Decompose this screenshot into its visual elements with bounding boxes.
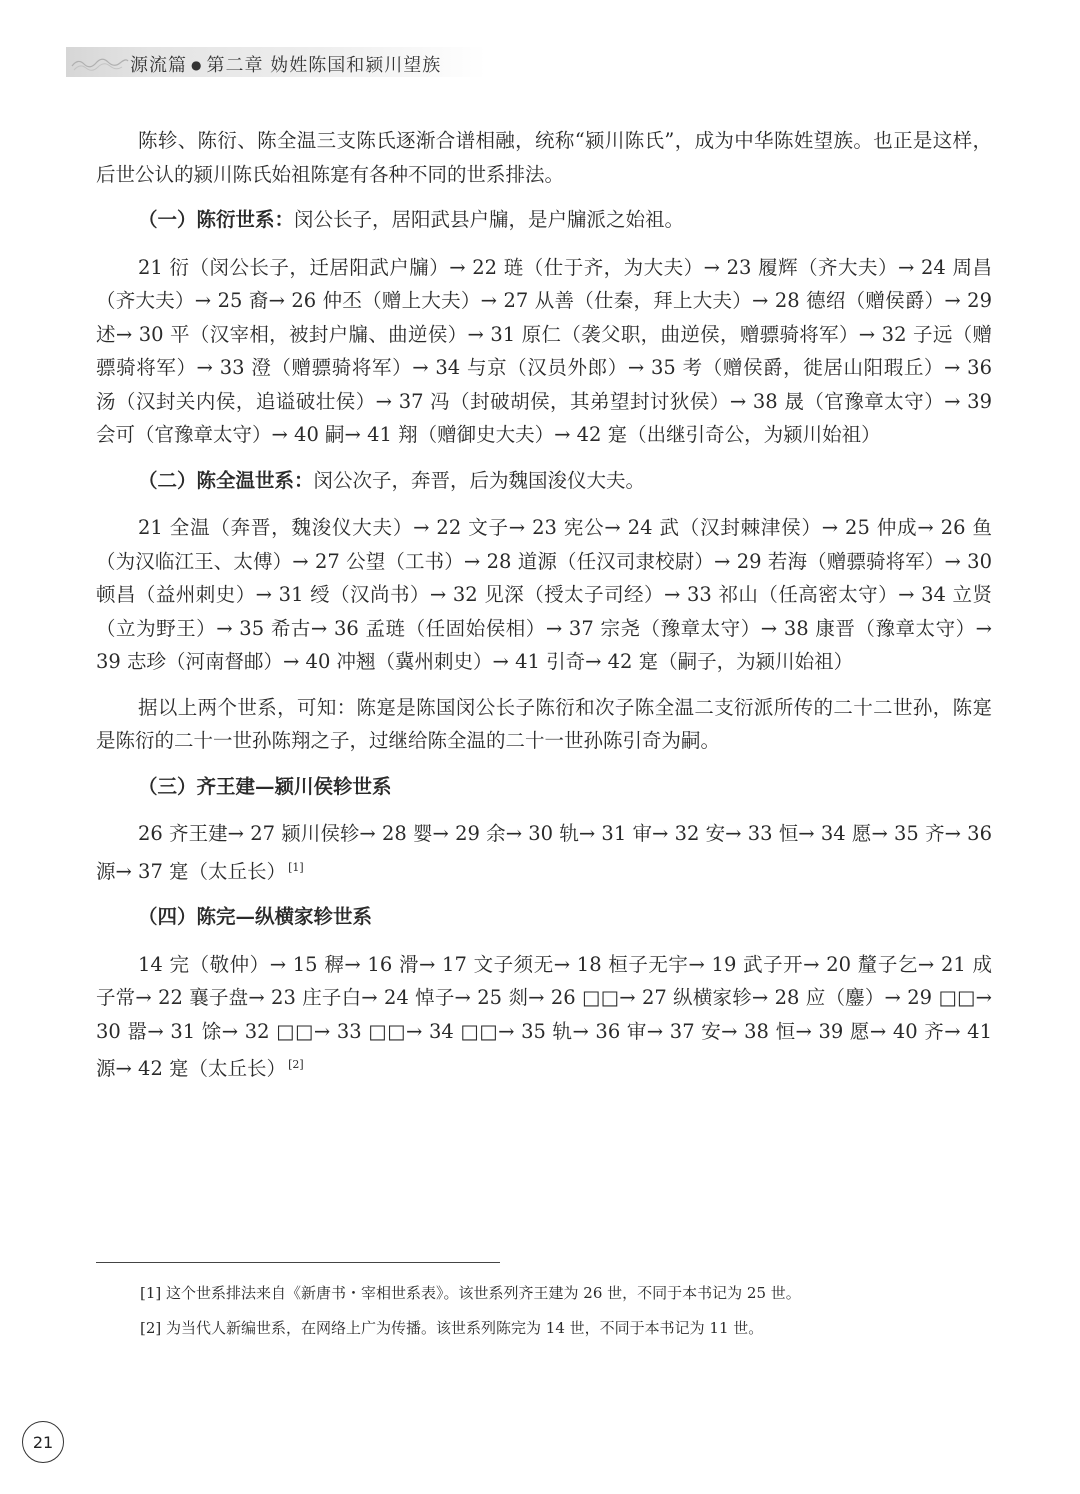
running-head-separator: ●	[191, 58, 203, 72]
footnote-marker-2[interactable]: [2]	[288, 1058, 304, 1071]
section-desc-2: 闵公次子，奔晋，后为魏国浚仪大夫。	[313, 468, 646, 492]
lineage-text-3: 26 齐王建→ 27 颍川侯轸→ 28 婴→ 29 余→ 30 轨→ 31 审→ 32 安→ 33 恒→ 34 愿→ 35 齐→ 36 源→ 37 寔（太丘长）	[96, 822, 992, 883]
lineage-paragraph-4	[96, 948, 992, 1086]
section-heading-3	[96, 770, 992, 804]
lineage-paragraph-1: 21 衍（闵公长子，迁居阳武户牖）→ 22 琏（仕于齐，为大夫）→ 23 履辉（齐大夫）→ 24 周昌（齐大夫）→ 25 裔→ 26 仲丕（赠上大夫）→ 27 从善（仕秦，拜上大夫）→ 28 德绍（赠侯爵）→ 29 述→ 30 平（汉宰相，被封户牖、曲逆侯）→ 31 原仁（袭父职，曲逆侯，赠骠骑将军）→ 32 子远（赠骠骑将军）→ 33 澄（赠骠骑将军）→ 34 与京（汉员外郎）→ 35 考（赠侯爵，徙居山阳瑕丘）→ 36 汤（汉封关内侯，追谥破壮侯）→ 37 冯（封破胡侯，其弟望封讨狄侯）→ 38 晟（官豫章太守）→ 39 会可（官豫章太守）→ 40 嗣→ 41 翔（赠御史大夫）→ 42 寔（出继引奇公，为颍川始祖）	[96, 255, 992, 446]
main-content	[96, 124, 992, 1086]
section-heading-1	[96, 203, 992, 237]
section-heading-4	[96, 900, 992, 934]
footnote-2: [2] 为当代人新编世系，在网络上广为传播。该世系列陈完为 14 世，不同于本书记为 11 世。	[140, 1319, 764, 1337]
footnote-1: [1] 这个世系排法来自《新唐书・宰相世系表》。该世系列齐王建为 26 世，不同于本书记为 25 世。	[140, 1284, 801, 1302]
section-title-2: （二）陈全温世系：	[138, 468, 314, 492]
footnote-divider	[96, 1262, 500, 1263]
running-head-part: 源流篇	[130, 55, 187, 76]
section-desc-1: 闵公长子，居阳武县户牖，是户牖派之始祖。	[294, 208, 685, 231]
lineage-paragraph-2: 21 全温（奔晋，魏浚仪大夫）→ 22 文子→ 23 宪公→ 24 武（汉封棘津侯）→ 25 仲成→ 26 鱼（为汉临江王、太傅）→ 27 公望（工书）→ 28 道源（任汉司隶校尉）→ 29 若海（赠骠骑将军）→ 30 顿昌（益州刺史）→ 31 绶（汉尚书）→ 32 见深（授太子司经）→ 33 祁山（任高密太守）→ 34 立贤（立为野王）→ 35 希古→ 36 孟琏（任固始侯相）→ 37 宗尧（豫章太守）→ 38 康晋（豫章太守）→ 39 志珍（河南督邮）→ 40 冲翘（冀州刺史）→ 41 引奇→ 42 寔（嗣子，为颍川始祖）	[96, 516, 992, 673]
section-title-3: （三）齐王建—颍川侯轸世系	[138, 774, 392, 798]
running-head	[130, 51, 441, 77]
footnote-marker-1[interactable]: [1]	[288, 860, 304, 874]
wave-ornament-icon	[70, 50, 130, 74]
page-number: 21	[22, 1421, 64, 1463]
lineage-paragraph-3	[96, 817, 992, 888]
intro-paragraph: 陈轸、陈衍、陈全温三支陈氏逐渐合谱相融，统称“颍川陈氏”，成为中华陈姓望族。也正是这样，后世公认的颍川陈氏始祖陈寔有各种不同的世系排法。	[96, 129, 992, 186]
lineage-text-4: 14 完（敬仲）→ 15 稺→ 16 滑→ 17 文子须无→ 18 桓子无宇→ 19 武子开→ 20 釐子乞→ 21 成子常→ 22 襄子盘→ 23 庄子白→ 24 悼子→ 25 剡→ 26 □□→ 27 纵横家轸→ 28 应（鏖）→ 29 □□→ 30 嚣→ 31 馀→ 32 □□→ 33 □□→ 34 □□→ 35 轨→ 36 审→ 37 安→ 38 恒→ 39 愿→ 40 齐→ 41 源→ 42 寔（太丘长）	[96, 952, 992, 1080]
running-head-chapter: 第二章 妫姓陈国和颍川望族	[206, 55, 442, 76]
section-title-4: （四）陈完—纵横家轸世系	[138, 905, 373, 928]
section-title-1: （一）陈衍世系：	[138, 208, 295, 231]
footnotes	[140, 1283, 990, 1353]
section-heading-2	[96, 464, 992, 498]
conclusion-paragraph: 据以上两个世系，可知：陈寔是陈国闵公长子陈衍和次子陈全温二支衍派所传的二十二世孙，陈寔是陈衍的二十一世孙陈翔之子，过继给陈全温的二十一世孙陈引奇为嗣。	[96, 695, 992, 752]
